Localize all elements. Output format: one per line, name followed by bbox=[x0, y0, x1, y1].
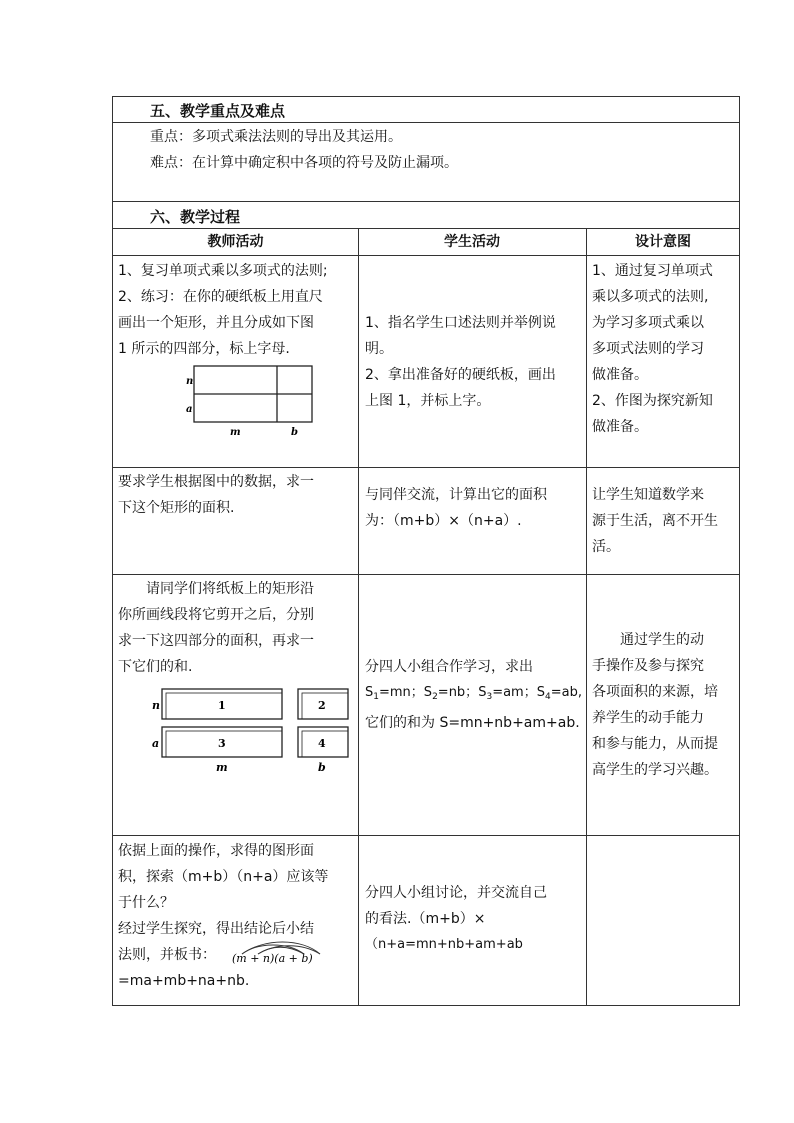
divider bbox=[358, 228, 359, 1006]
text-line: 它们的和为 S=mn+nb+am+ab. bbox=[365, 715, 580, 731]
text-line: （n+a=mn+nb+am+ab bbox=[365, 937, 523, 952]
label-2: 2 bbox=[318, 699, 326, 712]
header-intent: 设计意图 bbox=[635, 234, 691, 250]
s4-symbol: S bbox=[536, 685, 545, 700]
text-line: =ma+mb+na+nb. bbox=[118, 973, 250, 989]
header-student: 学生活动 bbox=[444, 234, 500, 250]
text-line: 为：（m+b）×（n+a）. bbox=[365, 513, 522, 529]
text-line: 1 所示的四部分，标上字母. bbox=[118, 341, 290, 357]
text-line: 的看法.（m+b）× bbox=[365, 911, 486, 927]
divider bbox=[113, 467, 739, 468]
label-n: n bbox=[152, 699, 160, 712]
text-line: 下这个矩形的面积. bbox=[118, 500, 235, 516]
label-b: b bbox=[291, 427, 298, 438]
row2-intent bbox=[592, 482, 718, 560]
text-line: 2、作图为探究新知 bbox=[592, 393, 713, 409]
label-m: m bbox=[216, 761, 228, 774]
figure-1 bbox=[180, 362, 320, 442]
divider bbox=[586, 228, 587, 1006]
label-4: 4 bbox=[318, 737, 326, 750]
text-line: 2、练习：在你的硬纸板上用直尺 bbox=[118, 289, 323, 305]
row1-intent bbox=[592, 258, 713, 440]
figure-2 bbox=[148, 685, 360, 777]
row3-intent bbox=[592, 627, 718, 783]
text-line: 多项式法则的学习 bbox=[592, 341, 704, 357]
area-formulas bbox=[365, 680, 582, 710]
text-line: 高学生的学习兴趣。 bbox=[592, 762, 718, 778]
text-line: 乘以多项式的法则, bbox=[592, 289, 709, 305]
s2-index: 2 bbox=[432, 692, 438, 702]
s1-value: =mn； bbox=[379, 685, 424, 700]
divider bbox=[113, 255, 739, 256]
s3-symbol: S bbox=[478, 685, 487, 700]
text-line: 2、拿出准备好的硬纸板，画出 bbox=[365, 367, 556, 383]
text-line: 积，探索（m+b）（n+a）应该等 bbox=[118, 869, 329, 885]
difficulty: 难点：在计算中确定积中各项的符号及防止漏项。 bbox=[150, 155, 458, 171]
text-line: 做准备。 bbox=[592, 419, 648, 435]
text-line: 明。 bbox=[365, 341, 393, 357]
text-line: 各项面积的来源，培 bbox=[592, 684, 718, 700]
text-line: 上图 1，并标上字。 bbox=[365, 393, 491, 409]
row4-student bbox=[365, 880, 547, 958]
label-n: n bbox=[186, 376, 194, 387]
row2-student bbox=[365, 482, 547, 534]
text-line: 手操作及参与探究 bbox=[592, 658, 704, 674]
label-m: m bbox=[230, 427, 241, 438]
text-line: 于什么？ bbox=[118, 895, 174, 911]
s2-symbol: S bbox=[423, 685, 433, 700]
label-a: a bbox=[186, 404, 193, 415]
label-1: 1 bbox=[218, 699, 226, 712]
s2-value: =nb； bbox=[437, 685, 479, 700]
text-line: 你所画线段将它剪开之后，分别 bbox=[118, 607, 314, 623]
formula-text: (m + n)(a + b) bbox=[232, 952, 313, 965]
text-line: 经过学生探究，得出结论后小结 bbox=[118, 921, 314, 937]
divider bbox=[113, 201, 739, 202]
text-line: 分四人小组合作学习，求出 bbox=[365, 659, 533, 675]
section5-title: 五、教学重点及难点 bbox=[150, 102, 286, 120]
board-formula bbox=[228, 940, 324, 970]
text-line: 要求学生根据图中的数据，求一 bbox=[118, 474, 314, 490]
text-line: 养学生的动手能力 bbox=[592, 710, 704, 726]
text-line: 1、复习单项式乘以多项式的法则; bbox=[118, 263, 328, 279]
text-line: 做准备。 bbox=[592, 367, 648, 383]
s1-index: 1 bbox=[373, 692, 379, 702]
text-line: 分四人小组讨论，并交流自己 bbox=[365, 885, 547, 901]
text-line: 通过学生的动 bbox=[620, 632, 704, 648]
s4-value: =ab, bbox=[550, 685, 582, 700]
key-point: 重点：多项式乘法法则的导出及其运用。 bbox=[150, 129, 402, 145]
row1-student bbox=[365, 310, 556, 414]
text-line: 与同伴交流，计算出它的面积 bbox=[365, 487, 547, 503]
row4-teacher bbox=[118, 838, 328, 994]
row2-teacher bbox=[118, 469, 314, 521]
text-line: 下它们的和. bbox=[118, 659, 193, 675]
row3-teacher bbox=[118, 576, 314, 680]
row1-teacher bbox=[118, 258, 328, 362]
text-line: 活。 bbox=[592, 539, 620, 555]
divider bbox=[113, 835, 739, 836]
text-line: 为学习多项式乘以 bbox=[592, 315, 704, 331]
s4-index: 4 bbox=[544, 692, 551, 702]
s3-index: 3 bbox=[486, 692, 493, 702]
text-line: 画出一个矩形，并且分成如下图 bbox=[118, 315, 314, 331]
divider bbox=[113, 574, 739, 575]
s1-symbol: S bbox=[365, 685, 374, 700]
text-line: 请同学们将纸板上的矩形沿 bbox=[146, 581, 314, 597]
text-line: 让学生知道数学来 bbox=[592, 487, 704, 503]
row3-student bbox=[365, 654, 582, 736]
text-line: 依据上面的操作，求得的图形面 bbox=[118, 843, 314, 859]
s3-value: =am； bbox=[492, 685, 537, 700]
text-line: 法则，并板书： bbox=[118, 947, 216, 963]
label-a: a bbox=[152, 737, 160, 750]
text-line: 1、指名学生口述法则并举例说 bbox=[365, 315, 556, 331]
label-b: b bbox=[318, 761, 326, 774]
label-3: 3 bbox=[218, 737, 226, 750]
section6-title: 六、教学过程 bbox=[150, 208, 241, 226]
text-line: 和参与能力，从而提 bbox=[592, 736, 718, 752]
text-line: 源于生活，离不开生 bbox=[592, 513, 718, 529]
text-line: 求一下这四部分的面积，再求一 bbox=[118, 633, 314, 649]
header-teacher: 教师活动 bbox=[207, 234, 264, 250]
text-line: 1、通过复习单项式 bbox=[592, 263, 713, 279]
